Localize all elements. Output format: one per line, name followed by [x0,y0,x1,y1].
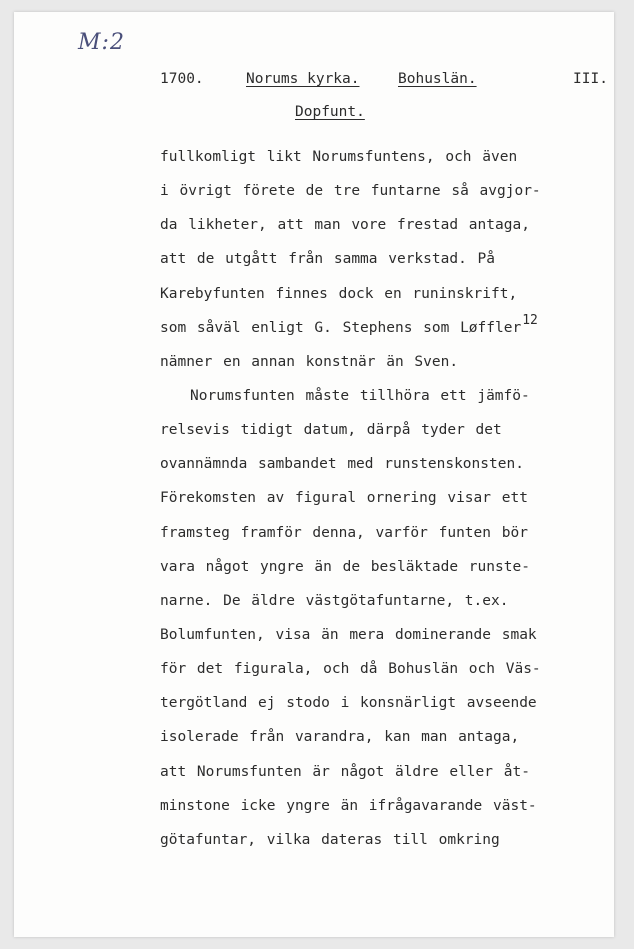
header-region: Bohuslän. [398,71,477,87]
header-year: 1700. [160,71,204,87]
text-line [160,584,620,618]
header-subtitle: Dopfunt. [295,104,365,120]
text-line [160,311,620,345]
text-line-content: nämner en annan konstnär än Sven. [160,353,459,370]
text-line-content: Bolumfunten, visa än mera dominerande smak [160,626,537,643]
text-line-content: isolerade från varandra, kan man antaga, [160,729,520,746]
text-line [160,413,620,447]
text-line [160,174,620,208]
text-line [160,720,620,754]
document-page [14,12,614,937]
text-line [160,550,620,584]
text-line-content: ovannämnda sambandet med runstenskonsten. [160,456,524,473]
text-line-content: Norumsfunten måste tillhöra ett jämfö- [190,387,530,404]
text-line [160,447,620,481]
text-line-content: att Norumsfunten är något äldre eller åt- [160,763,530,780]
text-line-content: fullkomligt likt Norumsfuntens, och även [160,149,518,165]
text-line-content: i övrigt förete de tre funtarne så avgjor- [160,183,541,200]
text-line [160,481,620,515]
text-line-content: för det figurala, och då Bohuslän och Väs- [160,661,541,678]
text-line [160,686,620,720]
footnote-marker: 12 [522,312,538,328]
text-line [160,208,620,242]
text-line-content: vara något yngre än de besläktade runste- [160,558,530,575]
text-line [160,379,620,413]
handwritten-mark: M:2 [78,30,125,55]
text-line-content: da likheter, att man vore frestad antaga, [160,217,530,234]
text-line-content: tergötland ej stodo i konsnärligt avseende [160,695,537,712]
header-page-number: III. [573,71,608,87]
text-line-content: narne. De äldre västgötafuntarne, t.ex. [160,592,509,609]
header-church: Norums kyrka. [246,71,360,87]
text-line [160,345,620,379]
text-line [160,618,620,652]
text-line [160,789,620,823]
text-line-content: götafuntar, vilka dateras till omkring [160,831,500,848]
text-line [160,652,620,686]
text-line-content: att de utgått från samma verkstad. På [160,251,496,268]
text-line [160,277,620,311]
text-line [160,755,620,789]
text-line-content: som såväl enligt G. Stephens som Løffler [160,319,522,336]
text-line [160,516,620,550]
text-line-content: framsteg framför denna, varför funten bör [160,524,528,541]
body-text [160,140,620,857]
text-line [160,140,620,174]
text-line-content: Förekomsten av figural ornering visar ett [160,490,528,507]
text-line [160,823,620,857]
text-line [160,242,620,276]
text-line-content: minstone icke yngre än ifrågavarande väst- [160,797,537,814]
text-line-content: Karebyfunten finnes dock en runinskrift, [160,285,518,302]
text-line-content: relsevis tidigt datum, därpå tyder det [160,422,502,439]
